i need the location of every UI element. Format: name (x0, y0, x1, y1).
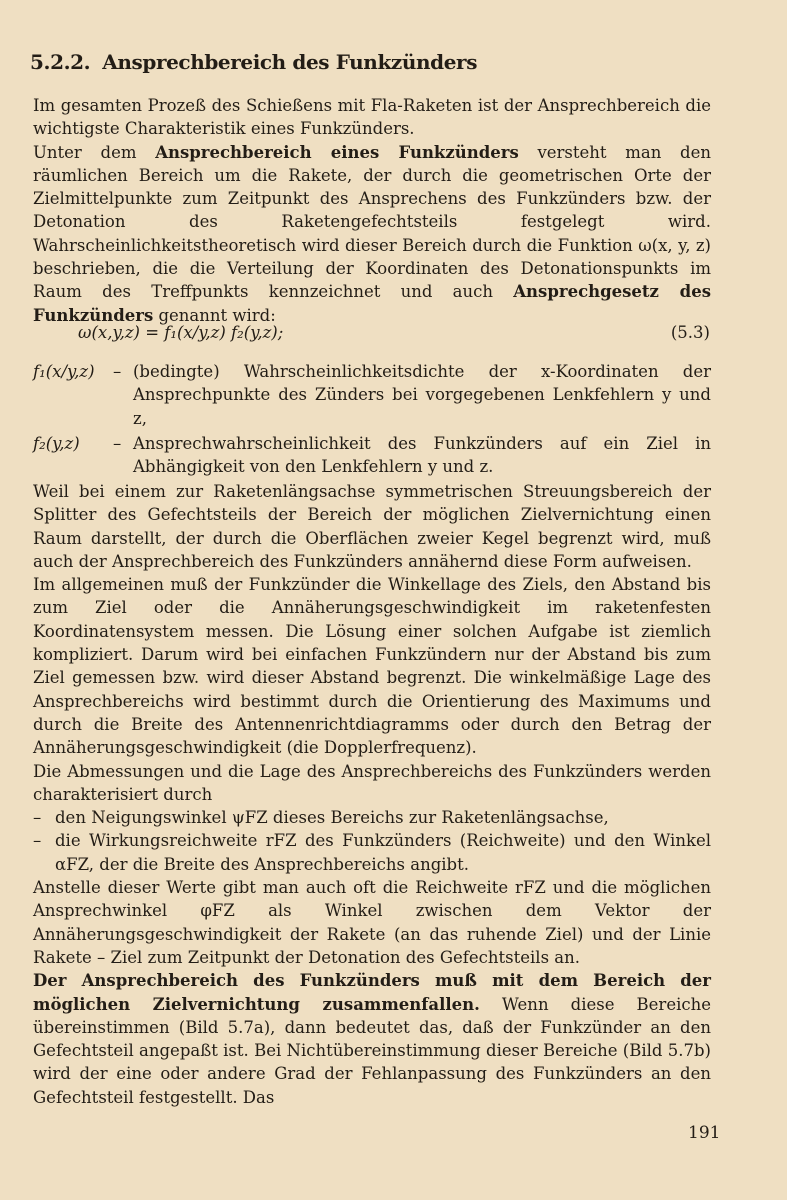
page-number: 191 (688, 1123, 721, 1143)
paragraph-2-lead: Unter dem (33, 142, 156, 162)
definition-item (33, 360, 711, 430)
section-heading (30, 50, 477, 74)
paragraph-2-text: versteht man den räumlichen Bereich um die Rakete, der durch die geometrischen Orte der Zielmittelpunkte zum Zeitpunkt des Ansprechens des Funkzünders bzw. der Detonation des Raketengefechtsteils festgelegt wird. Wahrscheinlichkeitstheoretisch wird dieser Bereich durch die Funktion ω(x, y, z) beschrieben, die die Verteilung der Koordinaten des Detonationspunkts im Raum des Treffpunkts kennzeichnet und auch (33, 142, 711, 302)
bullet-item (33, 806, 711, 829)
formula-expression: ω(x,y,z) = f₁(x/y,z) f₂(y,z); (78, 323, 284, 342)
bullet-text: den Neigungswinkel ψFZ dieses Bereichs zur Raketenlängsachse, (55, 808, 609, 828)
definition-text: (bedingte) Wahrscheinlichkeitsdichte der x-Koordinaten der Ansprechpunkte des Zünders bei vorgegebenen Lenkfehlern y und z, (133, 362, 711, 428)
definition-dash: – (113, 362, 122, 381)
definition-item (33, 432, 711, 479)
formula-number: (5.3) (670, 323, 710, 342)
bullet-item (33, 829, 711, 876)
paragraph-3: Weil bei einem zur Raketenlängsachse symmetrischen Streuungsbereich der Splitter des Gefechtsteils der Bereich der möglichen Zielvernichtung einen Raum darstellt, der durch die Oberflächen zweier Kegel begrenzt wird, muß auch der Ansprechbereich des Funkzünders annähernd diese Form aufweisen. (33, 482, 711, 571)
paragraph-7 (33, 969, 711, 1109)
bullet-dash: – (33, 831, 42, 851)
paragraph-7-text: Wenn diese Bereiche übereinstimmen (Bild 5.7a), dann bedeutet das, daß der Funkzünder an den Gefechtsteil angepaßt ist. Bei Nichtübereinstimmung dieser Bereiche (Bild 5.7b) wird der eine oder andere Grad der Fehlanpassung des Funkzünders an den Gefechtsteil festgestellt. Das (33, 994, 711, 1107)
paragraph-1: Im gesamten Prozeß des Schießens mit Fla-Raketen ist der Ansprechbereich die wichtigste Charakteristik eines Funkzünders. (33, 96, 711, 139)
bullet-dash: – (33, 808, 42, 828)
definition-symbol: f₁(x/y,z) (33, 362, 95, 381)
section-number: 5.2.2. (30, 50, 91, 74)
paragraph-5: Die Abmessungen und die Lage des Ansprechbereichs des Funkzünders werden charakterisiert durch (33, 761, 711, 804)
paragraph-7-bold: Der Ansprechbereich des Funkzünders muß mit dem Bereich der möglichen Zielvernichtung zusammenfallen. (33, 971, 711, 1014)
main-block (33, 480, 711, 1109)
term-ansprechbereich: Ansprechbereich eines Funkzünders (155, 142, 519, 162)
paragraph-4: Im allgemeinen muß der Funkzünder die Winkellage des Ziels, den Abstand bis zum Ziel oder die Annäherungsgeschwindigkeit im raketenfesten Koordinatensystem messen. Die Lösung einer solchen Aufgabe ist ziemlich kompliziert. Darum wird bei einfachen Funkzündern nur der Abstand bis zum Ziel gemessen bzw. wird dieser Abstand begrenzt. Die winkelmäßige Lage des Ansprechbereichs wird bestimmt durch die Orientierung des Maximums und durch die Breite des Antennenrichtdiagramms oder durch den Betrag der Annäherungsgeschwindigkeit (die Dopplerfrequenz). (33, 575, 711, 758)
definitions-list (33, 360, 711, 480)
definition-text: Ansprechwahrscheinlichkeit des Funkzünders auf ein Ziel in Abhängigkeit von den Lenkfehlern y und z. (133, 433, 711, 477)
definition-symbol: f₂(y,z) (33, 433, 80, 453)
paragraph-6: Anstelle dieser Werte gibt man auch oft die Reichweite rFZ und die möglichen Ansprechwinkel φFZ als Winkel zwischen dem Vektor der Annäherungsgeschwindigkeit der Rakete (an das ruhende Ziel) und der Linie Rakete – Ziel zum Zeitpunkt der Detonation des Gefechtsteils an. (33, 878, 711, 967)
formula-5-3 (78, 323, 710, 342)
term-ansprechgesetz: Ansprechgesetz des Funkzünders (33, 282, 711, 325)
section-title: Ansprechbereich des Funkzünders (102, 50, 478, 74)
paragraph-2 (33, 141, 711, 327)
paragraph-2-tail: genannt wird: (153, 305, 276, 325)
intro-block (33, 94, 711, 327)
bullet-text: die Wirkungsreichweite rFZ des Funkzünders (Reichweite) und den Winkel αFZ, der die Breite des Ansprechbereichs angibt. (55, 831, 711, 874)
definition-dash: – (113, 433, 122, 453)
